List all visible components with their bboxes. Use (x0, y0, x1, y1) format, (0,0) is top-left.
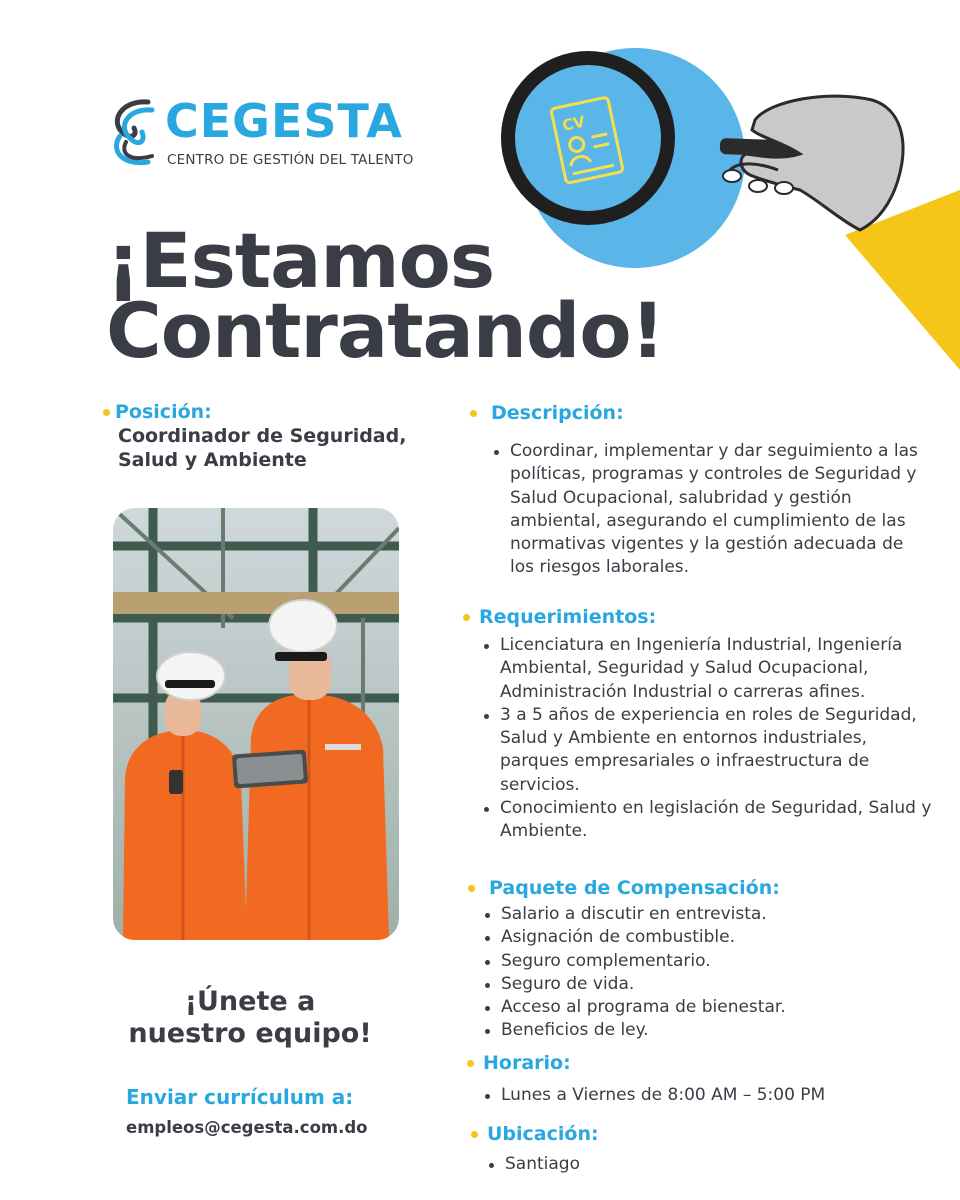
join-line-2: nuestro equipo! (128, 1018, 372, 1049)
list-item: 3 a 5 años de experiencia en roles de Seguridad, Salud y Ambiente en entornos industriales, parques empresariales o infraestructura de servicios. (482, 704, 932, 797)
brand-tagline: CENTRO DE GESTIÓN DEL TALENTO (167, 152, 414, 168)
compensation-heading: Paquete de Compensación: (468, 877, 780, 899)
description-list (492, 440, 932, 580)
bullet-dot-icon (463, 614, 470, 621)
position-value-line-2: Salud y Ambiente (118, 449, 307, 471)
position-label: Posición: (115, 401, 212, 423)
position-value-line-1: Coordinador de Seguridad, (118, 425, 407, 447)
schedule-list (483, 1084, 943, 1107)
list-item: Seguro complementario. (483, 950, 933, 973)
bullet-dot-icon (103, 409, 110, 416)
description-heading: Descripción: (470, 402, 624, 424)
list-item: Lunes a Viernes de 8:00 AM – 5:00 PM (483, 1084, 943, 1107)
list-item: Santiago (487, 1153, 787, 1176)
workers-photo (113, 508, 399, 940)
list-item: Seguro de vida. (483, 973, 933, 996)
list-item: Asignación de combustible. (483, 926, 933, 949)
headline-line-2: Contratando! (106, 286, 665, 375)
list-item: Beneficios de ley. (483, 1019, 933, 1042)
join-line-1: ¡Únete a (184, 986, 316, 1017)
magnifying-glass-icon (508, 58, 668, 218)
hand (741, 96, 903, 230)
bullet-dot-icon (471, 1131, 478, 1138)
send-cv-label: Enviar currículum a: (126, 1085, 354, 1109)
requirements-heading: Requerimientos: (463, 606, 656, 628)
list-item: Salario a discutir en entrevista. (483, 903, 933, 926)
location-heading: Ubicación: (471, 1123, 599, 1145)
headline-line-1: ¡Estamos (106, 216, 495, 305)
list-item: Licenciatura en Ingeniería Industrial, Ingeniería Ambiental, Seguridad y Salud Ocupacional, Administración Industrial o carreras afines. (482, 634, 932, 704)
cegesta-logo-icon (108, 96, 160, 168)
location-list (487, 1153, 787, 1176)
compensation-list (483, 903, 933, 1043)
contact-email-link[interactable]: empleos@cegesta.com.do (126, 1118, 368, 1137)
schedule-heading: Horario: (467, 1052, 571, 1074)
bullet-dot-icon (468, 885, 475, 892)
list-item: Acceso al programa de bienestar. (483, 996, 933, 1019)
brand-name: CEGESTA (165, 94, 403, 148)
list-item: Conocimiento en legislación de Seguridad, Salud y Ambiente. (482, 797, 932, 844)
bullet-dot-icon (470, 410, 477, 417)
list-item: Coordinar, implementar y dar seguimiento a las políticas, programas y controles de Seguridad y Salud Ocupacional, salubridad y gestión ambiental, asegurando el cumplimiento de las normativas vigentes y la gestión adecuada de los riesgos laborales. (492, 440, 932, 580)
position-block (103, 401, 463, 472)
requirements-list (482, 634, 932, 844)
svg-text:CV: CV (560, 112, 587, 135)
bullet-dot-icon (467, 1060, 474, 1067)
join-team-callout (100, 986, 400, 1050)
page-title (106, 216, 665, 375)
